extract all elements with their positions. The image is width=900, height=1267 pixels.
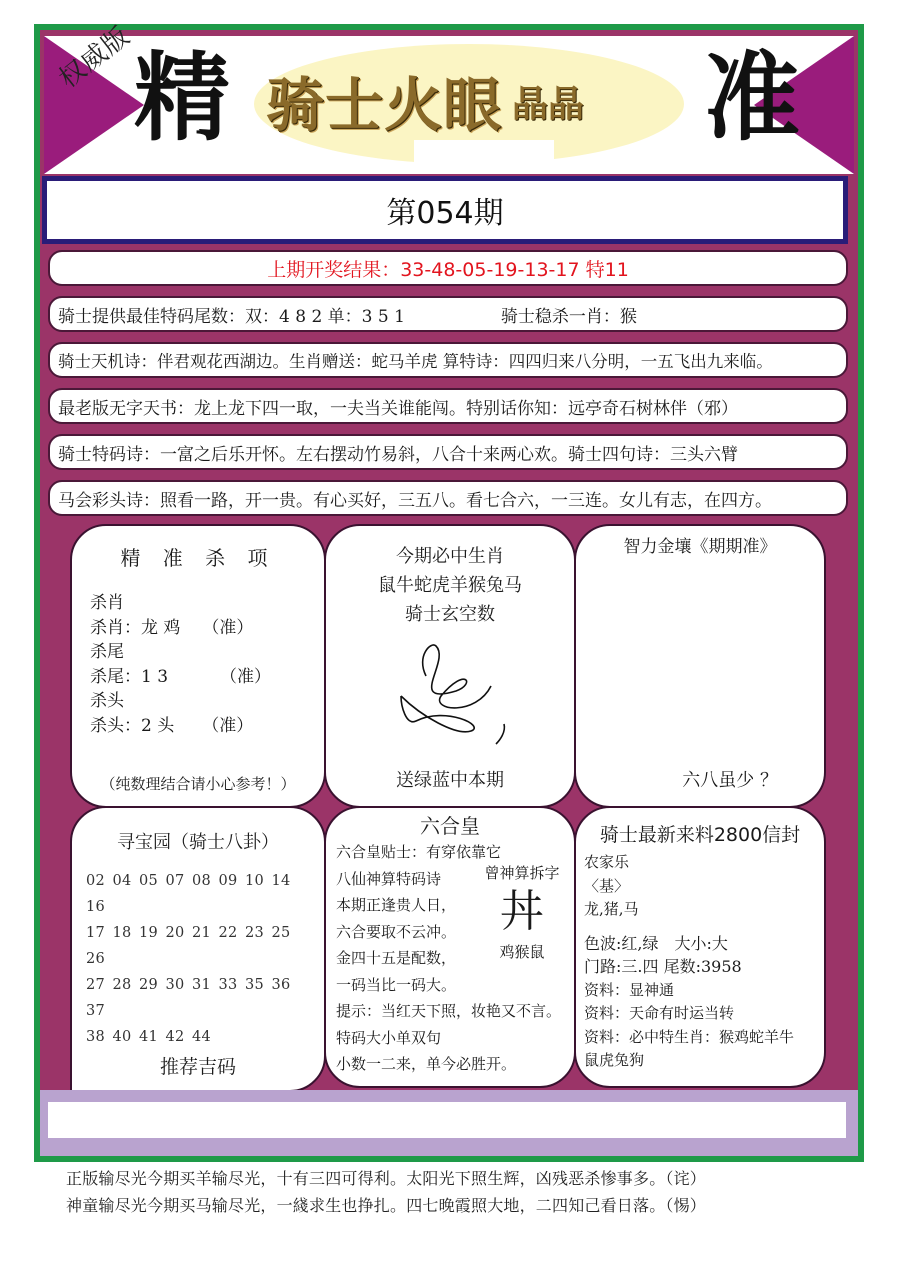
footer-poem-2: 神童输尽光今期买马输尽光，一綫求生也挣扎。四七晚霞照大地，二四知己看日落。（惕） [66,1196,707,1215]
liuhe-box [324,806,576,1088]
envelope-lines: 农家乐 〈基〉 龙,猪,马 色波:红,绿 大小:大 门路:三.四 尾数:3958 资料：显神通 资料：天命有时运当转 资料：必中特生肖：猴鸡蛇羊牛 鼠虎兔狗 [584,853,795,1069]
header-left-char: 精 [134,42,230,154]
footer-poem-1: 正版输尽光今期买羊输尽光，十有三四可得利。太阳光下照生辉，凶残恶杀惨事多。（诧） [66,1169,707,1188]
header-title: 骑士火眼 [266,71,503,139]
edition-badge: 权威版 [53,20,137,95]
must-win-box [324,524,576,808]
kill-line: 杀头 [90,691,124,711]
chaizi-caption: 曾神算拆字 [484,864,560,882]
number-row: 02 04 05 07 08 09 10 1416 [86,873,291,915]
liuhe-box-title: 六合皇 [420,814,480,838]
kill-line: 杀头：2 头 （准） [90,715,254,736]
number-row: 17 18 19 20 21 22 23 2526 [86,925,291,967]
kill-line: 杀肖 [90,593,124,613]
chaizi-character: 丼 [500,886,544,937]
signature-scribble-icon [396,636,516,746]
header-right-char: 准 [704,42,800,154]
treasure-box-title: 寻宝园（骑士八卦） [117,832,279,853]
header-banner [44,20,854,174]
issue-number: 第054期 [386,196,504,231]
poem-text-4: 马会彩头诗：照看一路，开一贵。有心买好，三五八。看七合六，一三连。女儿有志，在四方。 [58,490,772,511]
must-win-lines: 今期必中生肖 鼠牛蛇虎羊猴兔马 骑士玄空数 [378,546,522,625]
zhili-box [574,524,826,808]
poem-row-4 [48,480,848,516]
poem-text-2: 最老版无字天书：龙上龙下四一取，一夫当关谁能闯。特别话你知：远亭奇石树林伴（邪） [58,398,738,419]
footer-blank-panel [48,1102,846,1138]
number-row: 38 40 41 42 44 [86,1029,212,1045]
poem-text-1: 骑士天机诗：伴君观花西湖边。生肖赠送：蛇马羊虎 算特诗：四四归来八分明，一五飞出九来临。 [58,352,773,371]
kill-line: 杀肖：龙 鸡 （准） [90,617,254,638]
kill-box-footer: （纯数理结合请小心参考！） [100,775,296,793]
envelope-box [574,806,826,1088]
kill-list [90,591,324,738]
last-result-text: 上期开奖结果：33-48-05-19-13-17 特11 [267,258,629,281]
chaizi-answer: 鸡猴鼠 [499,943,545,961]
last-result-row [48,250,848,286]
poem-row-2 [48,388,848,424]
kill-line: 杀尾 [90,642,124,662]
must-win-footer: 送绿蓝中本期 [396,770,504,791]
kill-box [70,524,326,808]
footer-band [40,1090,858,1156]
header-blank-patch [414,140,554,170]
poem-row-1 [48,342,848,378]
kill-one-zodiac-text: 骑士稳杀一肖：猴 [500,306,637,327]
chaizi-panel [474,862,570,962]
header-title-small: 晶晶 [512,83,585,125]
tail-numbers-text: 骑士提供最佳特码尾数：双：4 8 2 单：3 5 1 [58,306,405,327]
treasure-number-grid [86,868,324,1050]
number-row: 27 28 29 30 31 33 35 3637 [86,977,291,1019]
envelope-box-title: 骑士最新来料2800信封 [599,824,801,846]
page-frame [34,20,864,1162]
zhili-box-footer: 六八虽少 ？ [682,770,778,791]
issue-banner [42,176,848,244]
tail-row [48,296,848,332]
treasure-box [70,806,326,1092]
poem-text-3: 骑士特码诗：一富之后乐开怀。左右摆动竹易斜，八合十来两心欢。骑士四句诗：三头六臂 [58,444,738,465]
lucky-numbers-title: 推荐吉码 [159,1056,236,1078]
poem-row-3 [48,434,848,470]
kill-line: 杀尾：1 3 （准） [90,666,272,687]
kill-box-title: 精 准 杀 项 [120,546,276,570]
zhili-box-title: 智力金壤《期期准》 [623,537,777,557]
liuhe-lines: 六合皇贴士：有穿依靠它 八仙神算特码诗 本期正逢贵人日， 六合要取不云冲。 金四十五是配数， 一码当比一码大。 提示：当红天下照，妆艳又不言。 特码大小单双句 小数一二来，单今必胜开。 [336,843,562,1073]
